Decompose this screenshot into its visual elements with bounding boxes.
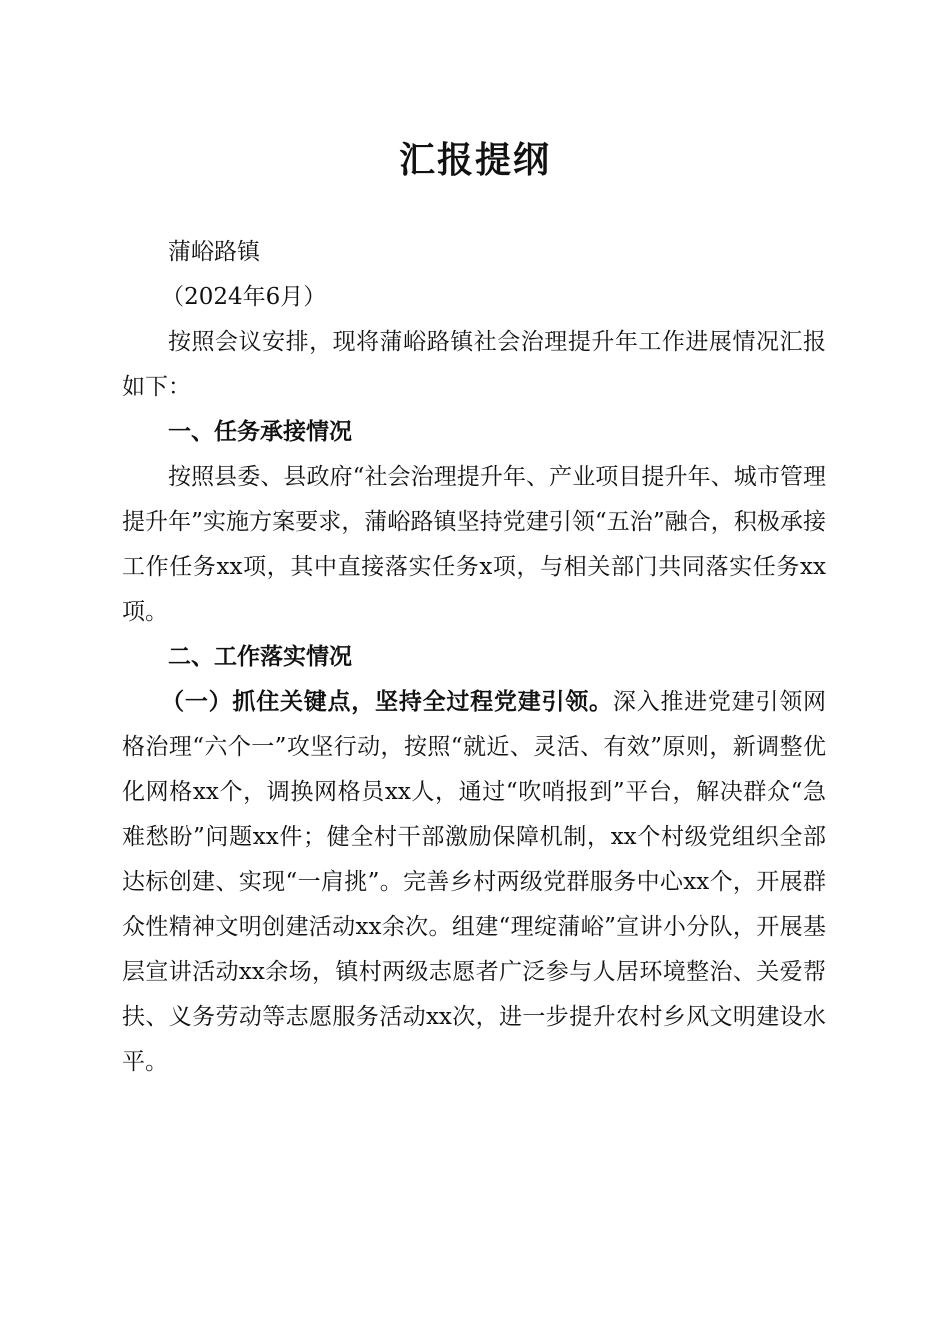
intro-paragraph: 按照会议安排，现将蒲峪路镇社会治理提升年工作进展情况汇报如下： — [122, 329, 826, 400]
section1-paragraph: 按照县委、县政府“社会治理提升年、产业项目提升年、城市管理提升年”实施方案要求，蒲峪路镇坚持党建引领“五治”融合，积极承接工作任务xx项，其中直接落实任务x项，与相关部门共同落实任务xx项。 — [122, 464, 826, 625]
section2-sub1-text: 深入推进党建引领网格治理“六个一”攻坚行动，按照“就近、灵活、有效”原则，新调整优化网格xx个，调换网格员xx人，通过“吹哨报到”平台，解决群众“急难愁盼”问题xx件；健全村干部激励保障机制，xx个村级党组织全部达标创建、实现“一肩挑”。完善乡村两级党群服务中心xx个，开展群众性精神文明创建活动xx余次。组建“理绽蒲峪”宣讲小分队，开展基层宣讲活动xx余场，镇村两级志愿者广泛参与人居环境整治、关爱帮扶、义务劳动等志愿服务活动xx次，进一步提升农村乡风文明建设水平。 — [122, 689, 827, 1075]
document-body — [122, 230, 826, 1085]
document-title: 汇报提纲 — [398, 139, 551, 181]
date-line: （2024年6月） — [161, 284, 327, 310]
section2-sub1-paragraph — [122, 680, 826, 1085]
section1-heading: 一、任务承接情况 — [168, 419, 352, 445]
organization-line: 蒲峪路镇 — [168, 239, 260, 265]
section2-sub1-heading: （一）抓住关键点，坚持全过程党建引领。 — [161, 689, 613, 715]
section2-heading: 二、工作落实情况 — [168, 644, 352, 670]
